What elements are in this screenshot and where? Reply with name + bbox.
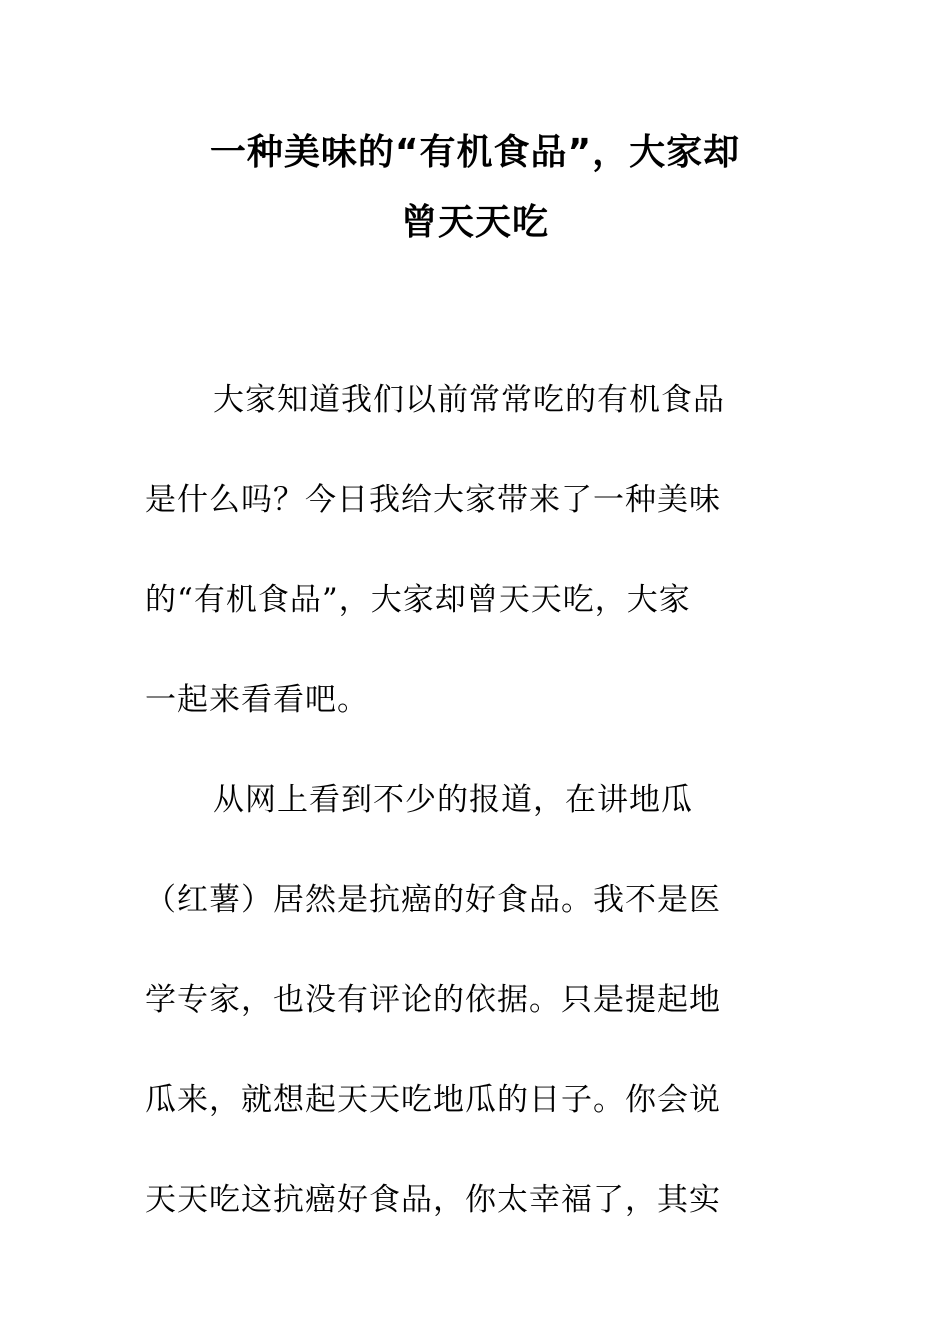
paragraph-1-line-4: 一起来看看吧。 (145, 682, 369, 718)
document-title (145, 118, 805, 258)
paragraph-1 (145, 350, 785, 750)
paragraph-2-line-1: 从网上看到不少的报道，在讲地瓜 (213, 782, 693, 818)
paragraph-2-line-2: （红薯）居然是抗癌的好食品。我不是医 (145, 882, 721, 918)
paragraph-1-line-1: 大家知道我们以前常常吃的有机食品 (213, 382, 725, 418)
paragraph-2 (145, 750, 785, 1250)
paragraph-2-line-4: 瓜来，就想起天天吃地瓜的日子。你会说 (145, 1082, 721, 1118)
document-body (145, 350, 785, 1250)
paragraph-1-line-2: 是什么吗？今日我给大家带来了一种美味 (145, 482, 721, 518)
title-line-1: 一种美味的“有机食品”，大家却 (209, 132, 741, 173)
paragraph-1-line-3: 的“有机食品”，大家却曾天天吃，大家 (145, 582, 691, 618)
paragraph-2-line-3: 学专家，也没有评论的依据。只是提起地 (145, 982, 721, 1018)
paragraph-2-line-5: 天天吃这抗癌好食品，你太幸福了，其实 (145, 1182, 721, 1218)
title-line-2: 曾天天吃 (400, 202, 549, 243)
